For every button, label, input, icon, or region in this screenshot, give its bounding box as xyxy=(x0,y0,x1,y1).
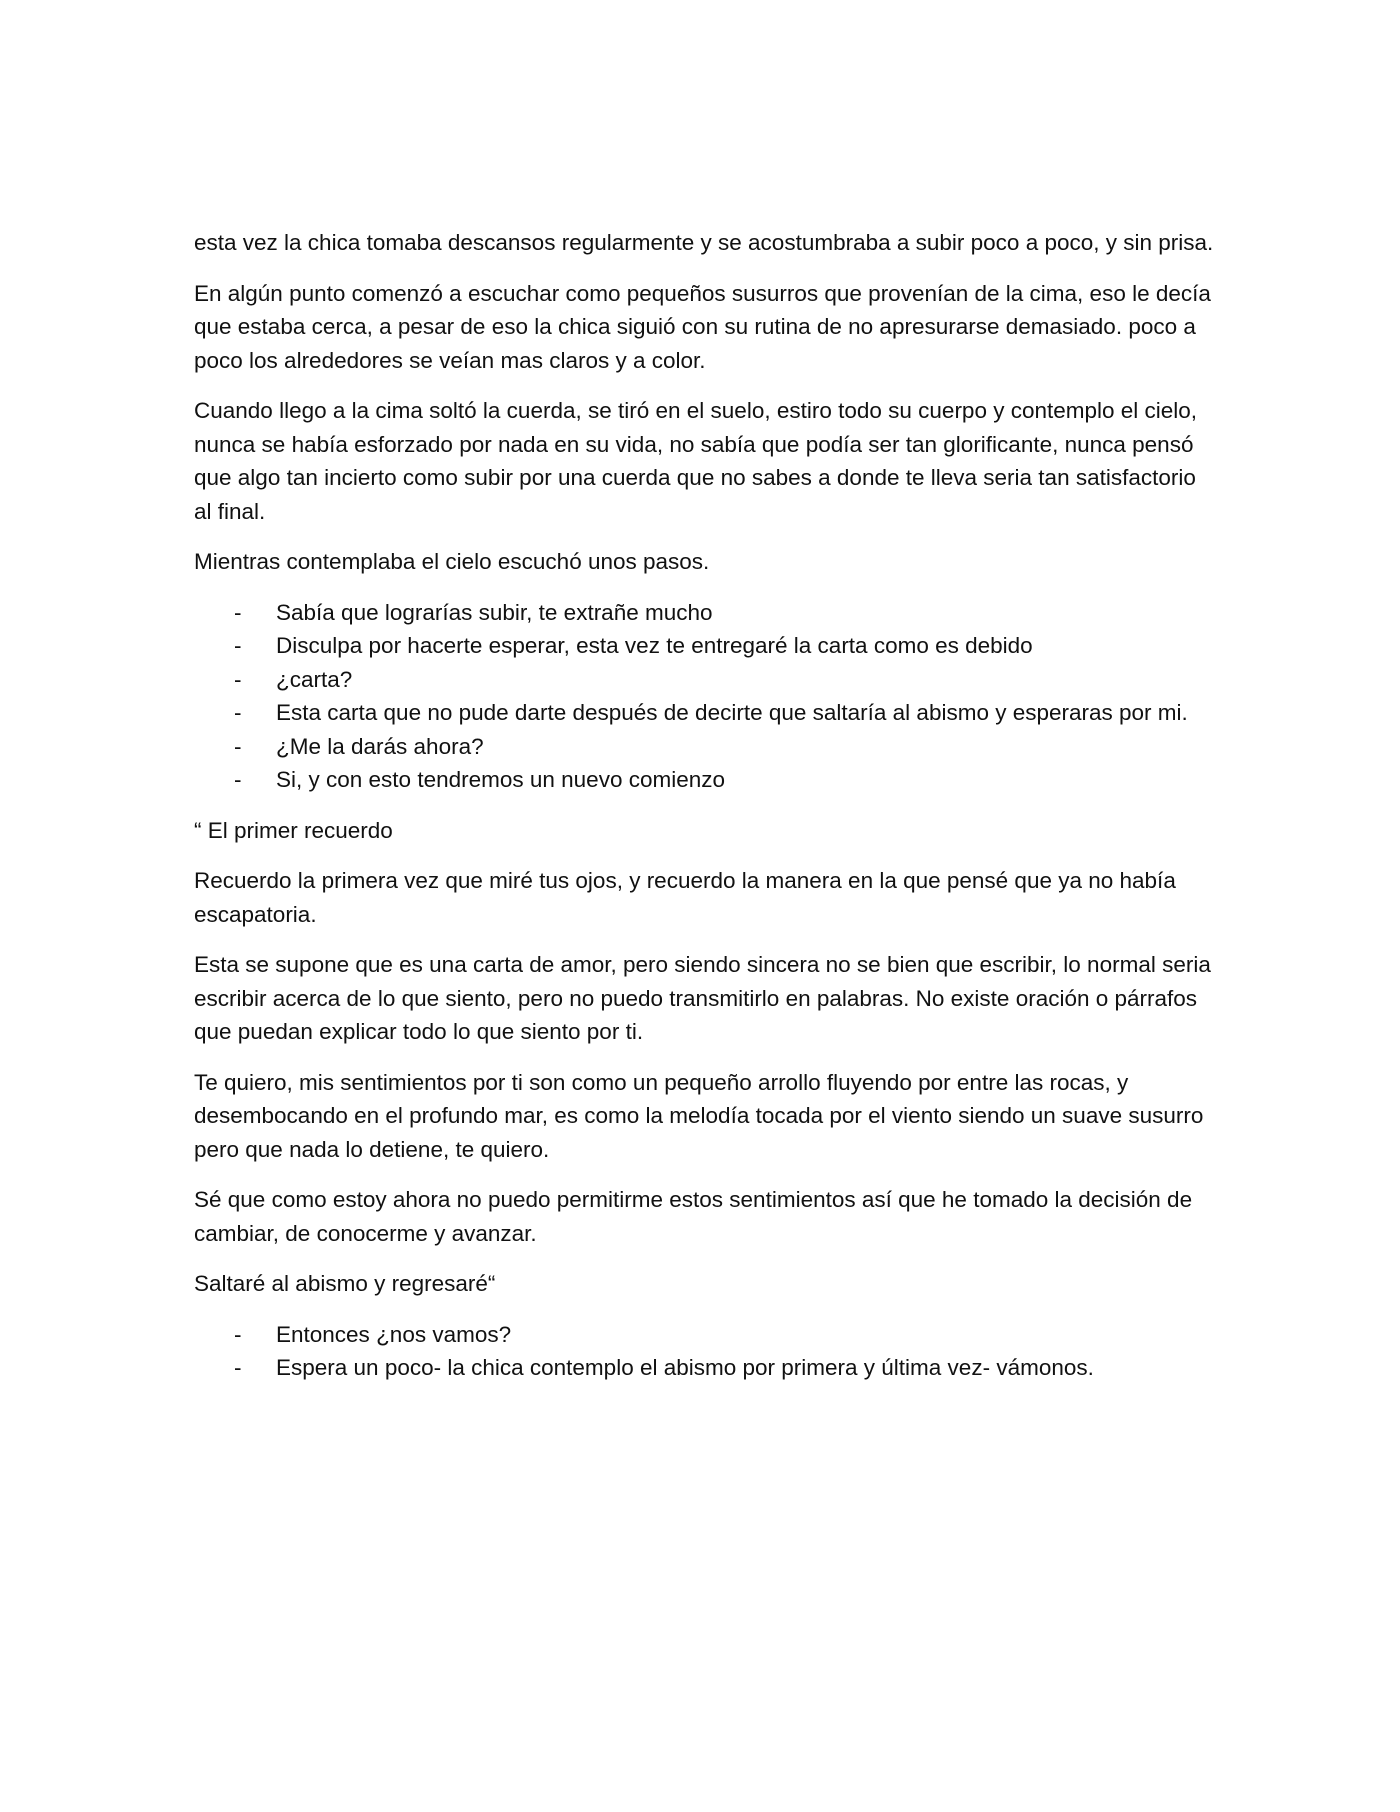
dash-marker: - xyxy=(234,767,242,792)
dialogue-list-2 xyxy=(194,1318,1214,1385)
paragraph-3: Cuando llego a la cima soltó la cuerda, se tiró en el suelo, estiro todo su cuerpo y contemplo el cielo, nunca se había esforzado por nada en su vida, no sabía que podía ser tan glorificante, nunca pensó que algo tan incierto como subir por una cuerda que no sabes a donde te lleva seria tan satisfactorio al final. xyxy=(194,398,1198,524)
dash-marker: - xyxy=(234,1355,242,1380)
dash-marker: - xyxy=(234,733,242,759)
letter-heading: “ El primer recuerdo xyxy=(194,817,393,843)
list-item xyxy=(194,730,1214,764)
dash-marker: - xyxy=(234,633,242,658)
list-item xyxy=(194,1318,1214,1352)
list-item xyxy=(194,596,1214,630)
paragraph-1: esta vez la chica tomaba descansos regularmente y se acostumbraba a subir poco a poco, y sin prisa. xyxy=(194,230,1214,255)
list-item-text: Disculpa por hacerte esperar, esta vez te entregaré la carta como es debido xyxy=(276,633,1033,658)
paragraph-4: Mientras contemplaba el cielo escuchó unos pasos. xyxy=(194,549,710,574)
paragraph-7: Te quiero, mis sentimientos por ti son como un pequeño arrollo fluyendo por entre las rocas, y desembocando en el profundo mar, es como la melodía tocada por el viento siendo un suave susurro pero que nada lo detiene, te quiero. xyxy=(194,1069,1204,1162)
paragraph-5: Recuerdo la primera vez que miré tus ojos, y recuerdo la manera en la que pensé que ya no había escapatoria. xyxy=(194,868,1176,927)
list-item-text: Sabía que lograrías subir, te extrañe mucho xyxy=(276,599,713,625)
list-item xyxy=(194,629,1214,663)
list-item xyxy=(194,1351,1214,1385)
list-item-text: ¿carta? xyxy=(276,666,353,692)
paragraph-9: Saltaré al abismo y regresaré“ xyxy=(194,1271,496,1296)
paragraph-6: Esta se supone que es una carta de amor, pero siendo sincera no se bien que escribir, lo normal seria escribir acerca de lo que siento, pero no puedo transmitirlo en palabras. No existe oración o párrafos que puedan explicar todo lo que siento por ti. xyxy=(194,952,1211,1044)
dash-marker: - xyxy=(234,700,242,725)
list-item-text: Entonces ¿nos vamos? xyxy=(276,1321,512,1347)
document-body xyxy=(194,226,1214,1402)
dash-marker: - xyxy=(234,666,242,692)
paragraph-2: En algún punto comenzó a escuchar como pequeños susurros que provenían de la cima, eso le decía que estaba cerca, a pesar de eso la chica siguió con su rutina de no apresurarse demasiado. poco a poco los alrededores se veían mas claros y a color. xyxy=(194,280,1211,373)
list-item xyxy=(194,763,1214,797)
list-item-text: Esta carta que no pude darte después de decirte que saltaría al abismo y esperaras por mi. xyxy=(276,700,1188,725)
list-item xyxy=(194,663,1214,697)
dialogue-list-1 xyxy=(194,596,1214,797)
paragraph-8: Sé que como estoy ahora no puedo permitirme estos sentimientos así que he tomado la decisión de cambiar, de conocerme y avanzar. xyxy=(194,1187,1193,1246)
list-item-text: Espera un poco- la chica contemplo el abismo por primera y última vez- vámonos. xyxy=(276,1355,1094,1380)
dash-marker: - xyxy=(234,1321,242,1347)
list-item-text: Si, y con esto tendremos un nuevo comienzo xyxy=(276,767,726,792)
dash-marker: - xyxy=(234,599,242,625)
list-item xyxy=(194,696,1214,730)
list-item-text: ¿Me la darás ahora? xyxy=(276,733,484,759)
